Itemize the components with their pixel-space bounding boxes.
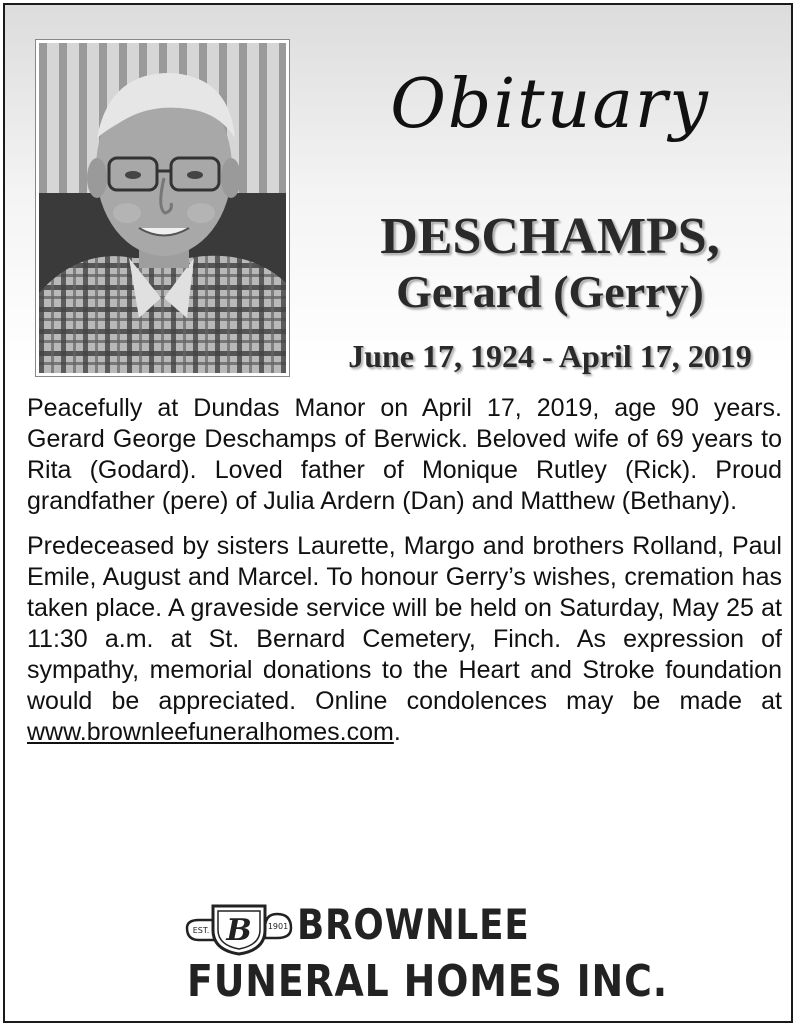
deceased-name — [305, 208, 795, 318]
paragraph — [27, 531, 782, 748]
obituary-heading-text: Obituary — [390, 65, 710, 144]
funeral-home-logo — [185, 898, 668, 1018]
life-dates: June 17, 1924 - April 17, 2019 — [348, 338, 752, 374]
funeral-home-name: BROWNLEE — [297, 900, 530, 949]
crest-icon — [185, 898, 295, 956]
paragraph: Peacefully at Dundas Manor on April 17, 2019, age 90 years. Gerard George Deschamps of Berwick. Beloved wife of 69 years to Rita (Godard). Loved father of Monique Rutley (Rick). Proud grandfather (pere) of Julia Ardern (Dan) and Matthew (Bethany). — [27, 394, 782, 515]
obituary-notice — [3, 3, 793, 1023]
funeral-home-subtitle: FUNERAL HOMES INC. — [187, 956, 668, 1007]
crest-est: EST. — [192, 926, 210, 935]
website-suffix: . — [393, 718, 401, 746]
website-link[interactable]: www.brownleefuneralhomes.com — [27, 718, 394, 746]
crest-year: 1901 — [267, 922, 289, 931]
obituary-heading — [335, 65, 765, 175]
obituary-body — [27, 393, 782, 762]
crest-letter: B — [226, 913, 252, 948]
portrait-photo — [36, 40, 289, 376]
given-name: Gerard (Gerry) — [396, 266, 704, 317]
surname: DESCHAMPS, — [380, 208, 720, 265]
paragraph-text: Predeceased by sisters Laurette, Margo and brothers Rolland, Paul Emile, August and Marcel. To honour Gerry’s wishes, cremation has taken place. A graveside service will be held on Saturday, May 25 at 11:30 a.m. at St. Bernard Cemetery, Finch. As expression of sympathy, memorial donations to the Heart and Stroke foundation would be appreciated. Online condolences may be made at — [27, 532, 782, 715]
